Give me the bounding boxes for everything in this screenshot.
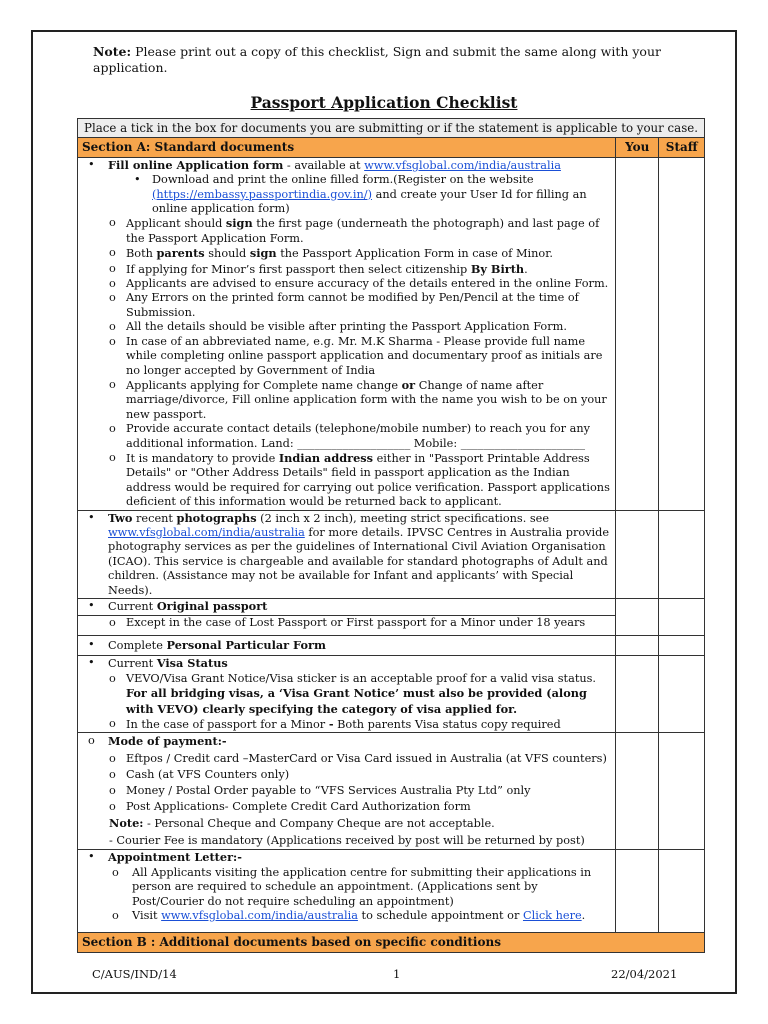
note-paragraph: Note: Please print out a copy of this checklist, Sign and submit the same along with your application.: [93, 44, 661, 75]
vfs-link[interactable]: www.vfsglobal.com/india/australia: [364, 158, 561, 172]
click-here-link[interactable]: Click here: [522, 909, 582, 923]
staff-checkbox[interactable]: [659, 510, 705, 598]
photographs-cell: • Two recent photographs (2 inch x 2 inch), meeting strict specifications. see www.vfsglobal.com/india/australia for more details. IPVSC Centres in Australia provide photography services as per the guidelines of International Civil Aviation Organisation (ICAO). This service is chargeable and available for standard photographs of Adult and children. (Assistance may not be available for Infant and applicants’ with Special Needs).: [78, 510, 616, 598]
you-checkbox[interactable]: [616, 599, 659, 636]
table-row: [78, 510, 705, 598]
you-checkbox[interactable]: [616, 636, 659, 656]
original-passport-cell: • Current Original passport o Except in the case of Lost Passport or First passport for a Minor under 18 years: [78, 599, 616, 636]
you-checkbox[interactable]: [616, 157, 659, 510]
payment-cell: o Mode of payment:- o Eftpos / Credit card –MasterCard or Visa Card issued in Australia (at VFS counters) o Cash (at VFS Counters only) o Money / Postal Order payable to “VFS Services Australia Pty Ltd” only o Post Applications- Complete Credit Card Authorization form Note: - Personal Cheque and Company Cheque are not acceptable. - Courier Fee is mandatory (Applications received by post will be returned by post): [78, 733, 616, 850]
list-item: o Provide accurate contact details (telephone/mobile number) to reach you for any additional information. Land: ____________________ Mobile: ______________________: [109, 422, 591, 450]
table-row: [78, 599, 705, 636]
footer-date: 22/04/2021: [611, 967, 678, 981]
fill-online-cell: • Fill online Application form - available at www.vfsglobal.com/india/australia • Download and print the online filled form.(Register on the website (https://embassy.passportindia.gov.in/) and create your User Id for filling an online application form) o Applicant should sign the first page (underneath the photograph) and last page of the Passport Application Form. o Both parents should sign the Passport Application Form in case of Minor. o If applying for Minor’s first passport then select citizenship By Birth. o Applicants are advised to ensure accuracy of the details entered in the online Form. o Any Errors on the printed form cannot be modified by Pen/Pencil at the time of Submission. o All the details should be visible after printing the Passport Application Form. o In case of an abbreviated name, e.g. Mr. M.K Sharma - Please provide full name while completing online passport application and documentary proof as initials are no longer accepted by Government of India o Applicants applying for Complete name change or Change of name after marriage/divorce, Fill online application form with the name you wish to be on your new passport. o Provide accurate contact details (telephone/mobile number) to reach you for any additional information. Land: ____________________ Mobile: ______________________ o It is mandatory to provide Indian address either in "Passport Printable Address Details" or "Other Address Details" field in passport application as the Indian address would be required for carrying out police verification. Passport applications deficient of this information would be returned back to applicant.: [78, 157, 616, 510]
vfs-link[interactable]: www.vfsglobal.com/india/australia: [161, 909, 358, 923]
personal-particular-cell: • Complete Personal Particular Form: [78, 636, 616, 656]
page-title: Passport Application Checklist: [250, 93, 518, 112]
intro-row: Place a tick in the box for documents you are submitting or if the statement is applicable to your case.: [78, 119, 705, 138]
table-row: [78, 656, 705, 733]
list-item: o In case of an abbreviated name, e.g. Mr. M.K Sharma - Please provide full name while completing online passport application and documentary proof as initials are no longer accepted by Government of India: [109, 334, 603, 377]
list-item: o Cash (at VFS Counters only): [109, 767, 290, 781]
staff-checkbox[interactable]: [659, 850, 705, 933]
checklist-table: [77, 118, 705, 953]
visa-status-cell: • Current Visa Status o VEVO/Visa Grant Notice/Visa sticker is an acceptable proof for a valid visa status. For all bridging visas, a ‘Visa Grant Notice’ must also be provided (along with VEVO) clearly specifying the category of visa applied for. o In the case of passport for a Minor - Both parents Visa status copy required: [78, 656, 616, 733]
staff-checkbox[interactable]: [659, 157, 705, 510]
appointment-cell: • Appointment Letter:- o All Applicants visiting the application centre for submitting their applications in person are required to schedule an appointment. (Applications sent by Post/Courier do not require scheduling an appointment) o Visit www.vfsglobal.com/india/australia to schedule appointment or Click here.: [78, 850, 616, 933]
staff-checkbox[interactable]: [659, 733, 705, 850]
list-item: o Money / Postal Order payable to “VFS Services Australia Pty Ltd” only: [109, 784, 531, 798]
list-item: o Applicants are advised to ensure accuracy of the details entered in the online Form.: [109, 277, 609, 291]
footer-page-number: 1: [393, 967, 401, 981]
list-item: o Eftpos / Credit card –MasterCard or Visa Card issued in Australia (at VFS counters): [109, 751, 607, 765]
you-checkbox[interactable]: [616, 656, 659, 733]
you-checkbox[interactable]: [616, 510, 659, 598]
table-row: [78, 157, 705, 510]
staff-checkbox[interactable]: [659, 636, 705, 656]
list-item: o Any Errors on the printed form cannot be modified by Pen/Pencil at the time of Submission.: [109, 291, 579, 319]
list-item: o If applying for Minor’s first passport then select citizenship By Birth.: [109, 261, 528, 276]
embassy-link[interactable]: (https://embassy.passportindia.gov.in/): [152, 187, 373, 201]
list-item: o Visit www.vfsglobal.com/india/australia to schedule appointment or Click here.: [112, 909, 586, 923]
list-item: o In the case of passport for a Minor - Both parents Visa status copy required: [109, 717, 561, 732]
list-item: o Applicants applying for Complete name change or Change of name after marriage/divorce, Fill online application form with the name you wish to be on your new passport.: [109, 377, 607, 421]
list-item: o All the details should be visible after printing the Passport Application Form.: [109, 320, 567, 334]
list-item: o It is mandatory to provide Indian address either in "Passport Printable Address Details" or "Other Address Details" field in passport application as the Indian address would be required for carrying out police verification. Passport applications deficient of this information would be returned back to applicant.: [109, 450, 610, 509]
you-checkbox[interactable]: [616, 733, 659, 850]
list-item: o Post Applications- Complete Credit Card Authorization form: [109, 800, 471, 814]
list-item: o All Applicants visiting the application centre for submitting their applications in person are required to schedule an appointment. (Applications sent by Post/Courier do not require scheduling an appointment): [112, 865, 592, 908]
staff-checkbox[interactable]: [659, 599, 705, 636]
table-row: [78, 733, 705, 850]
list-item: o Applicant should sign the first page (underneath the photograph) and last page of the Passport Application Form.: [109, 216, 600, 245]
footer-doc-code: C/AUS/IND/14: [92, 967, 177, 981]
you-checkbox[interactable]: [616, 850, 659, 933]
table-row: [78, 636, 705, 656]
vfs-link[interactable]: www.vfsglobal.com/india/australia: [108, 525, 305, 539]
list-item: o Both parents should sign the Passport Application Form in case of Minor.: [109, 246, 553, 261]
section-a-header: Section A: Standard documents You Staff: [78, 138, 705, 157]
section-b-header: Section B : Additional documents based on specific conditions: [78, 933, 705, 952]
table-row: [78, 850, 705, 933]
list-item: o VEVO/Visa Grant Notice/Visa sticker is an acceptable proof for a valid visa status. For all bridging visas, a ‘Visa Grant Notice’ must also be provided (along with VEVO) clearly specifying the category of visa applied for.: [109, 671, 597, 716]
staff-checkbox[interactable]: [659, 656, 705, 733]
